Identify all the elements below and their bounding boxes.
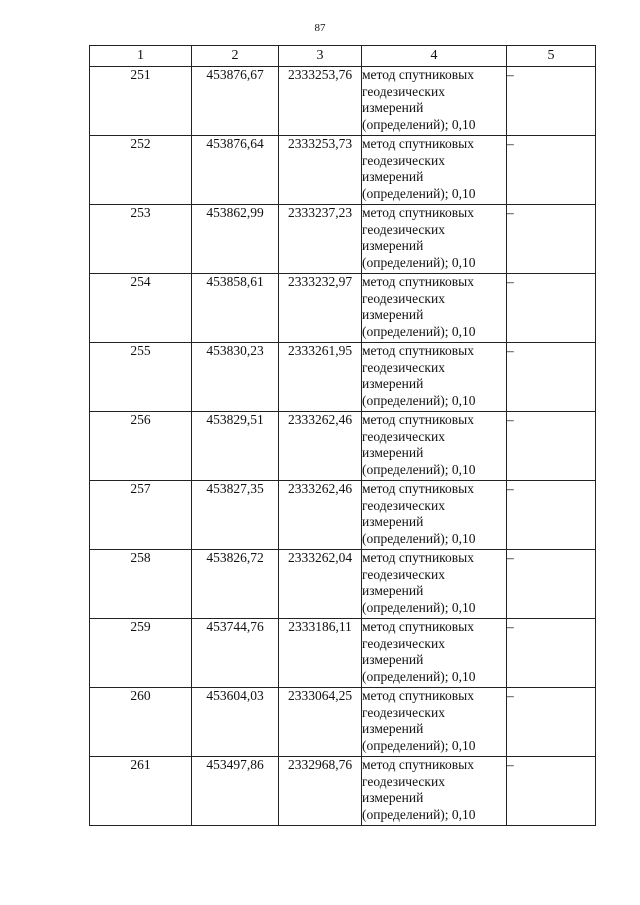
point-number: 259 bbox=[90, 619, 192, 688]
coordinate-y: 2333186,11 bbox=[279, 619, 362, 688]
table-row bbox=[90, 757, 596, 826]
coordinate-y: 2333262,04 bbox=[279, 550, 362, 619]
point-number: 261 bbox=[90, 757, 192, 826]
point-number: 258 bbox=[90, 550, 192, 619]
coordinate-x: 453497,86 bbox=[192, 757, 279, 826]
note-cell: – bbox=[507, 343, 596, 412]
coordinate-y: 2333262,46 bbox=[279, 481, 362, 550]
method-description: метод спутниковых геодезических измерений (определений); 0,10 bbox=[362, 343, 507, 412]
table-row bbox=[90, 343, 596, 412]
page-number: 87 bbox=[314, 22, 326, 34]
coordinate-x: 453830,23 bbox=[192, 343, 279, 412]
note-cell: – bbox=[507, 136, 596, 205]
note-cell: – bbox=[507, 205, 596, 274]
table-row bbox=[90, 481, 596, 550]
note-cell: – bbox=[507, 481, 596, 550]
point-number: 252 bbox=[90, 136, 192, 205]
method-description: метод спутниковых геодезических измерений (определений); 0,10 bbox=[362, 757, 507, 826]
coordinate-x: 453858,61 bbox=[192, 274, 279, 343]
coordinate-y: 2333232,97 bbox=[279, 274, 362, 343]
table-row bbox=[90, 205, 596, 274]
coordinate-y: 2333253,73 bbox=[279, 136, 362, 205]
coordinate-x: 453876,64 bbox=[192, 136, 279, 205]
point-number: 256 bbox=[90, 412, 192, 481]
coordinates-table bbox=[89, 45, 596, 826]
table-row bbox=[90, 550, 596, 619]
method-description: метод спутниковых геодезических измерений (определений); 0,10 bbox=[362, 481, 507, 550]
coordinate-y: 2333237,23 bbox=[279, 205, 362, 274]
note-cell: – bbox=[507, 67, 596, 136]
point-number: 251 bbox=[90, 67, 192, 136]
coordinate-y: 2332968,76 bbox=[279, 757, 362, 826]
coordinate-x: 453829,51 bbox=[192, 412, 279, 481]
table-row bbox=[90, 412, 596, 481]
point-number: 253 bbox=[90, 205, 192, 274]
coordinate-x: 453826,72 bbox=[192, 550, 279, 619]
column-header-4: 4 bbox=[362, 46, 507, 67]
table-row bbox=[90, 274, 596, 343]
method-description: метод спутниковых геодезических измерений (определений); 0,10 bbox=[362, 136, 507, 205]
coordinate-x: 453862,99 bbox=[192, 205, 279, 274]
table-header bbox=[90, 46, 596, 67]
coordinate-y: 2333262,46 bbox=[279, 412, 362, 481]
method-description: метод спутниковых геодезических измерений (определений); 0,10 bbox=[362, 205, 507, 274]
coordinate-x: 453604,03 bbox=[192, 688, 279, 757]
point-number: 257 bbox=[90, 481, 192, 550]
coordinate-x: 453744,76 bbox=[192, 619, 279, 688]
method-description: метод спутниковых геодезических измерений (определений); 0,10 bbox=[362, 274, 507, 343]
method-description: метод спутниковых геодезических измерений (определений); 0,10 bbox=[362, 67, 507, 136]
column-header-3: 3 bbox=[279, 46, 362, 67]
column-header-1: 1 bbox=[90, 46, 192, 67]
coordinate-x: 453827,35 bbox=[192, 481, 279, 550]
coordinate-y: 2333261,95 bbox=[279, 343, 362, 412]
point-number: 254 bbox=[90, 274, 192, 343]
table-row bbox=[90, 619, 596, 688]
method-description: метод спутниковых геодезических измерений (определений); 0,10 bbox=[362, 412, 507, 481]
coordinate-y: 2333253,76 bbox=[279, 67, 362, 136]
table-row bbox=[90, 688, 596, 757]
note-cell: – bbox=[507, 619, 596, 688]
coordinate-y: 2333064,25 bbox=[279, 688, 362, 757]
table-row bbox=[90, 136, 596, 205]
note-cell: – bbox=[507, 550, 596, 619]
coordinate-x: 453876,67 bbox=[192, 67, 279, 136]
method-description: метод спутниковых геодезических измерений (определений); 0,10 bbox=[362, 550, 507, 619]
method-description: метод спутниковых геодезических измерений (определений); 0,10 bbox=[362, 688, 507, 757]
header-row bbox=[90, 46, 596, 67]
table-body bbox=[90, 67, 596, 826]
point-number: 255 bbox=[90, 343, 192, 412]
note-cell: – bbox=[507, 274, 596, 343]
note-cell: – bbox=[507, 688, 596, 757]
note-cell: – bbox=[507, 757, 596, 826]
column-header-2: 2 bbox=[192, 46, 279, 67]
table-row bbox=[90, 67, 596, 136]
column-header-5: 5 bbox=[507, 46, 596, 67]
note-cell: – bbox=[507, 412, 596, 481]
method-description: метод спутниковых геодезических измерений (определений); 0,10 bbox=[362, 619, 507, 688]
point-number: 260 bbox=[90, 688, 192, 757]
